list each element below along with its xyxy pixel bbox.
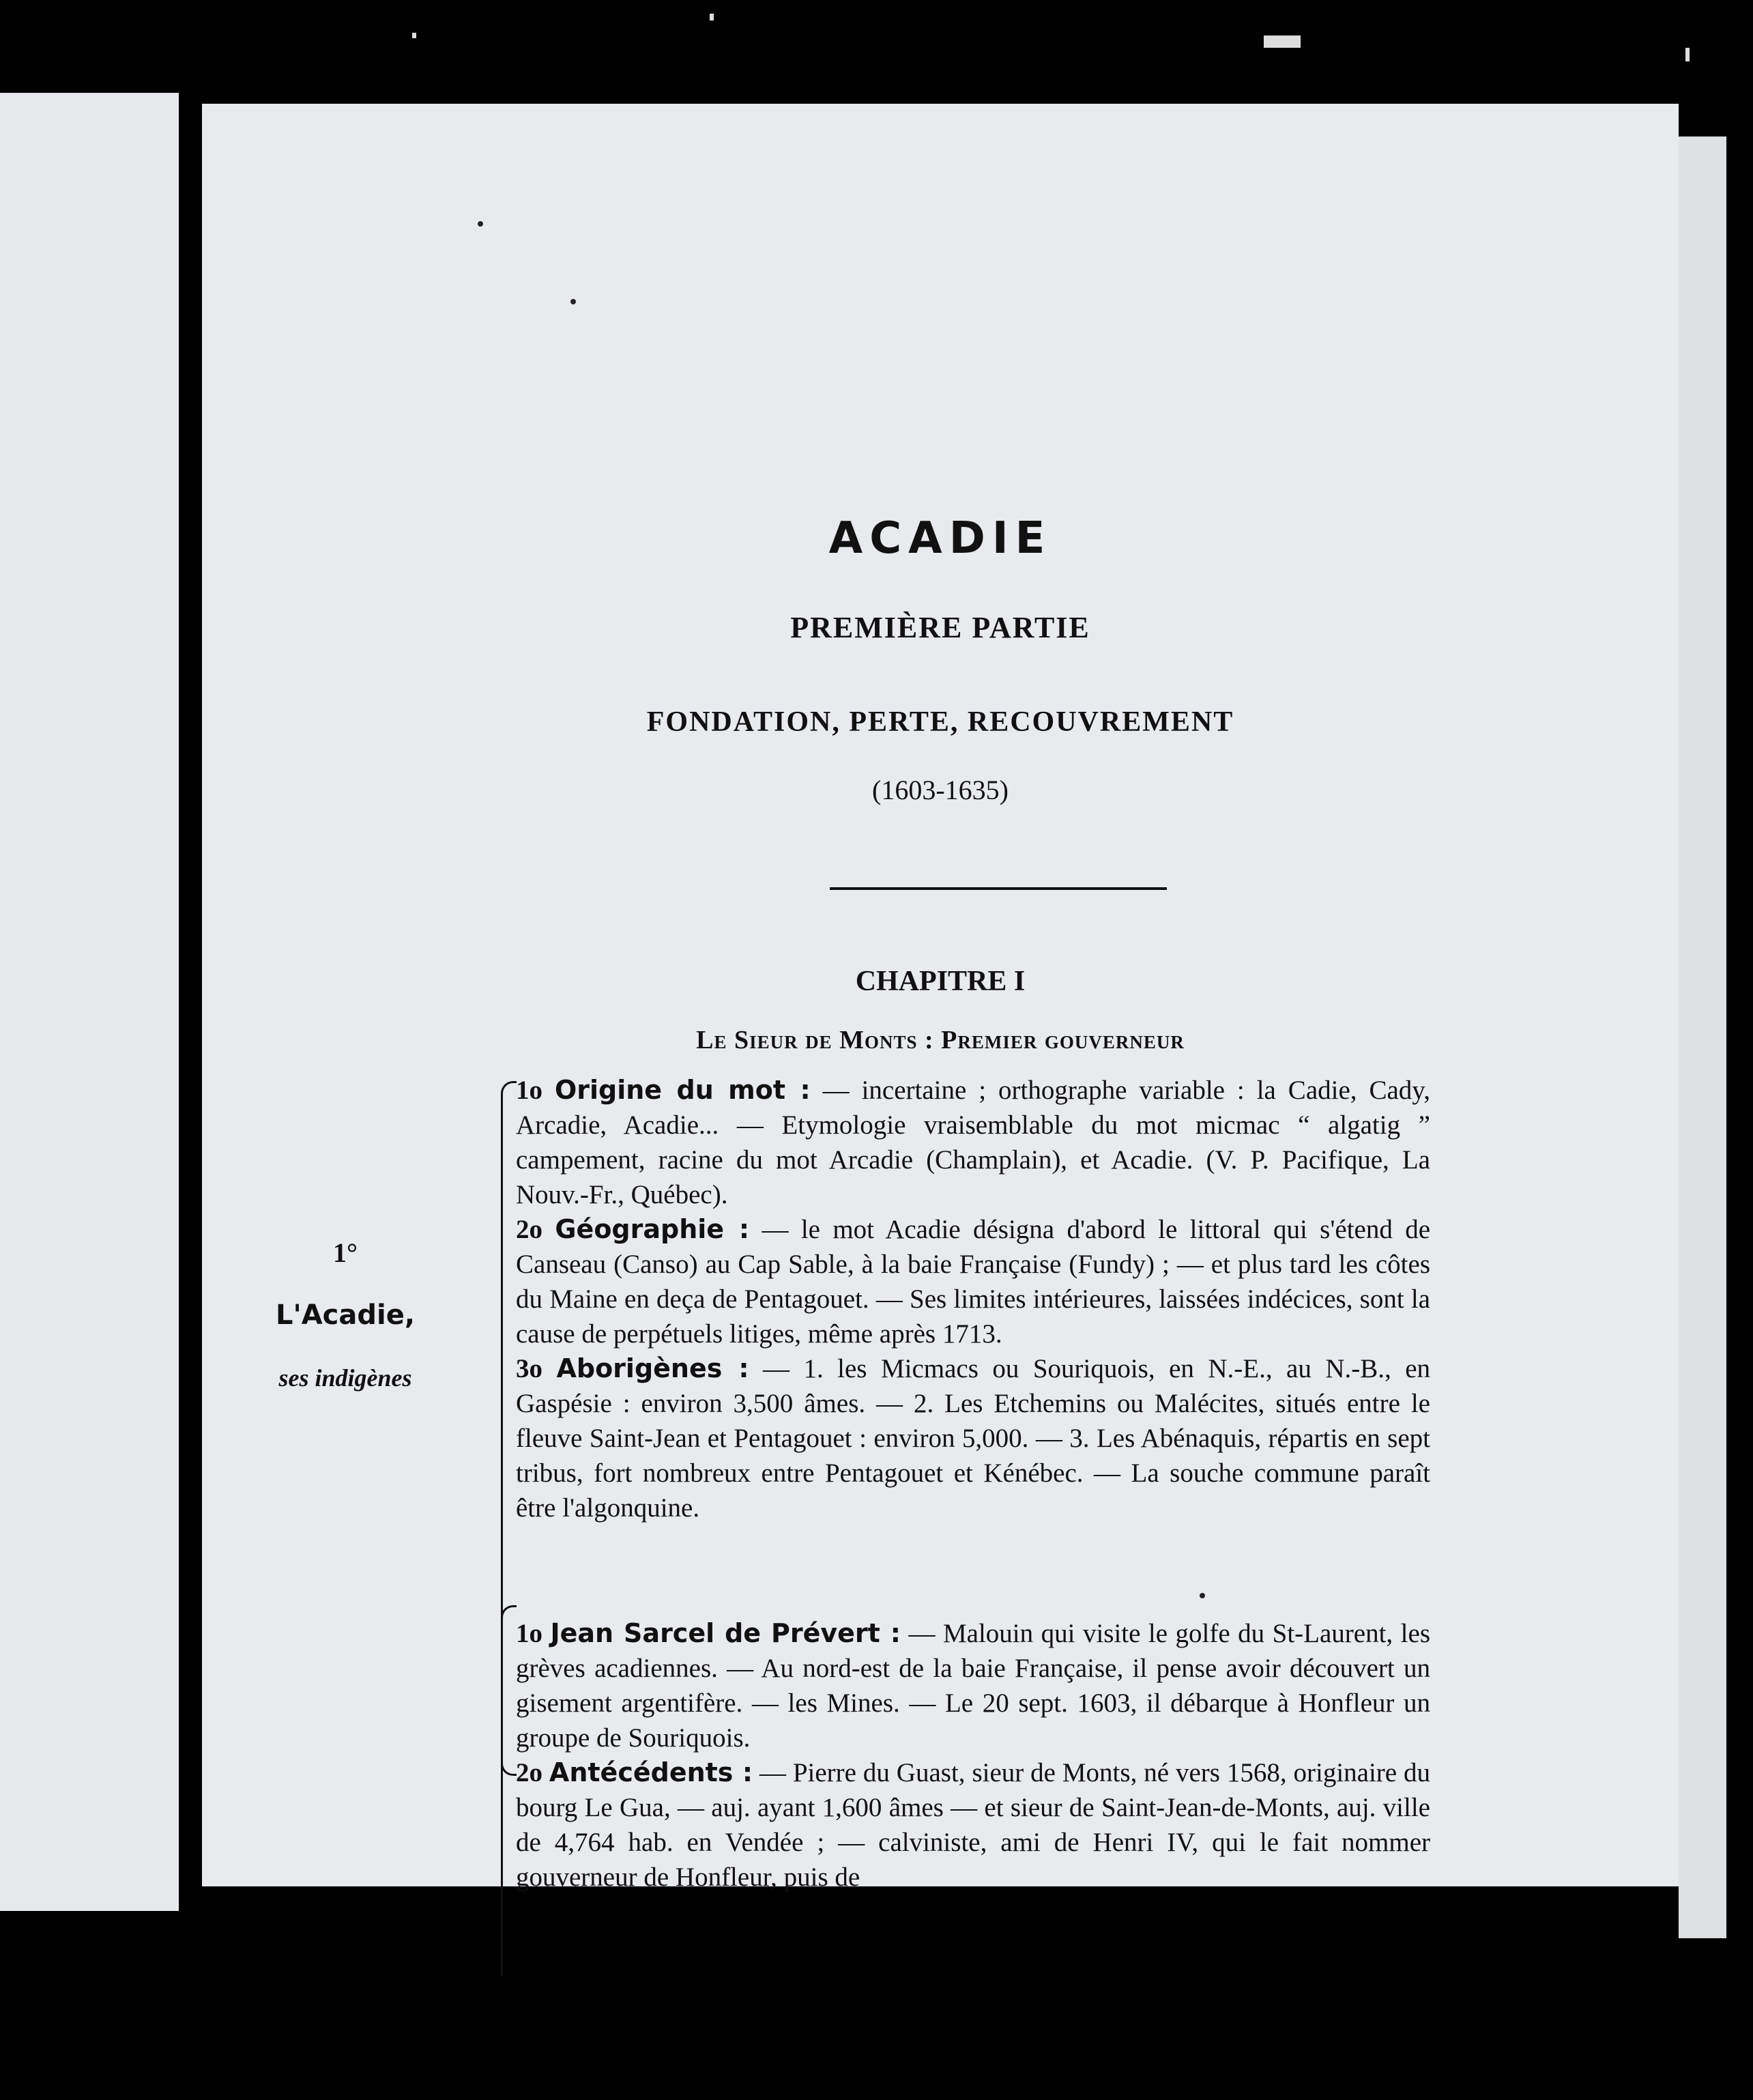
part-title: PREMIÈRE PARTIE — [790, 611, 1090, 644]
left-page-edge — [0, 93, 179, 1911]
chapter-heading: CHAPITRE I — [855, 966, 1026, 997]
scan-fleck — [1685, 48, 1690, 61]
list-item: 1o Jean Sarcel de Prévert : — Malouin qui visite le golfe du St-Laurent, les grèves acadiennes. — Au nord-est de la baie Française, il pense avoir découvert un gisement argentifère. — les Mines. — Le 20 sept. 1603, il débarque à Honfleur un groupe de Souriquois. — [516, 1618, 1430, 1753]
right-page-edge — [1679, 136, 1726, 1938]
section-acadie-indigenes — [516, 1073, 1430, 1525]
scan-fleck — [1264, 35, 1301, 48]
scan-speck — [1200, 1593, 1205, 1598]
book-page — [202, 104, 1679, 1892]
list-item: 2o Géographie : — le mot Acadie désigna d'abord le littoral qui s'étend de Canseau (Canso) au Cap Sable, à la baie Française (Fundy) ; — et plus tard les côtes du Maine en deça de Pentagouet. — Ses limites intérieures, laissées indécices, sont la cause de perpétuels litiges, même après 1713. — [516, 1214, 1431, 1349]
margin-title: L'Acadie, — [275, 1299, 416, 1331]
separator-rule — [830, 887, 1167, 890]
list-item: 3o Aborigènes : — 1. les Micmacs ou Souriquois, en N.-E., au N.-B., en Gaspésie : environ 3,500 âmes. — 2. Les Etchemins ou Malécites, situés entre le fleuve Saint-Jean et Pentagouet : environ 5,000. — 3. Les Abénaquis, répartis en sept tribus, fort nombreux entre Pentagouet et Kénébec. — La souche commune paraît être l'algonquine. — [516, 1353, 1431, 1523]
scan-speck — [570, 299, 576, 304]
list-item: 1o Origine du mot : — incertaine ; orthographe variable : la Cadie, Cady, Arcadie, Acadie... — Etymologie vraisemblable du mot micmac “ algatig ” campement, racine du mot Arcadie (Champlain), et Acadie. (V. P. Pacifique, La Nouv.-Fr., Québec). — [516, 1075, 1431, 1209]
section-de-monts — [516, 1616, 1430, 1895]
list-item: 2o Antécédents : — Pierre du Guast, sieur de Monts, né vers 1568, originaire du bourg Le Gua, — auj. ayant 1,600 âmes — et sieur de Saint-Jean-de-Monts, auj. ville de 4,764 hab. en Vendée ; — calviniste, ami de Henri IV, qui le fait nommer gouverneur de Honfleur, puis de — [516, 1757, 1431, 1892]
scan-fleck — [710, 14, 714, 20]
page-title: ACADIE — [828, 513, 1052, 564]
margin-subtitle: ses indigènes — [278, 1364, 412, 1392]
margin-number: 1° — [333, 1237, 358, 1268]
section-bracket — [501, 1605, 517, 1976]
date-range: (1603-1635) — [872, 775, 1009, 805]
scan-speck — [478, 221, 483, 227]
scan-fleck — [412, 33, 416, 38]
chapter-subtitle: Le Sieur de Monts : Premier gouverneur — [696, 1026, 1185, 1054]
part-subtitle: FONDATION, PERTE, RECOUVREMENT — [646, 706, 1234, 738]
